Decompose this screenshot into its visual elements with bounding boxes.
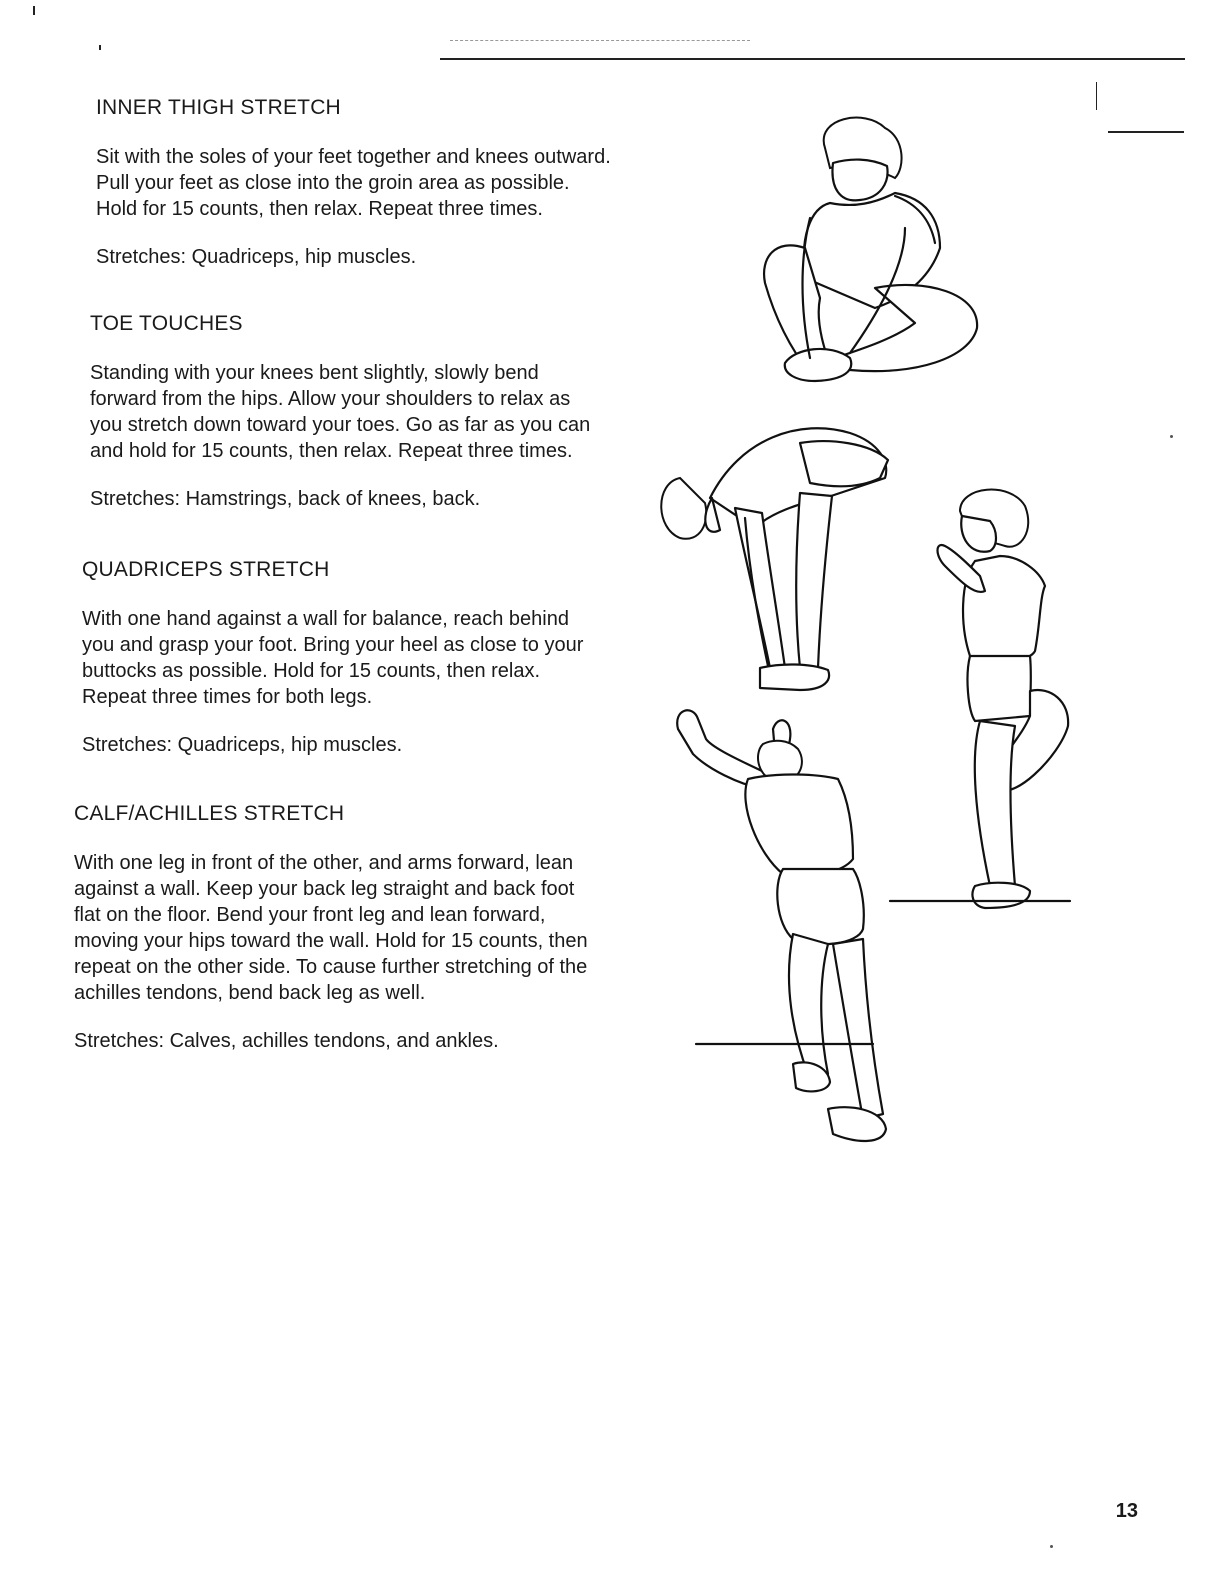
scan-speck [1170, 435, 1173, 438]
calf-achilles-section [74, 802, 674, 1053]
section-heading: QUADRICEPS STRETCH [82, 558, 330, 581]
section-body: With one leg in front of the other, and arms forward, lean against a wall. Keep your back leg straight and back foot flat on the floor. Bend your front leg and lean forward, moving your hips toward the wall. Hold for 15 counts, then repeat on the other side. To cause further stretching of the achilles tendons, bend back leg as well. [74, 852, 588, 1004]
inner-thigh-illustration [755, 108, 985, 388]
section-stretches: Stretches: Calves, achilles tendons, and ankles. [74, 1030, 499, 1052]
page-number: 13 [1115, 1500, 1138, 1522]
section-stretches: Stretches: Quadriceps, hip muscles. [82, 734, 403, 756]
scan-mark [33, 6, 35, 15]
section-heading: TOE TOUCHES [90, 312, 243, 335]
calf-achilles-illustration [668, 704, 898, 1154]
quadriceps-section [82, 558, 682, 757]
section-heading: CALF/ACHILLES STRETCH [74, 802, 345, 825]
section-stretches: Stretches: Quadriceps, hip muscles. [96, 246, 417, 268]
section-body: Standing with your knees bent slightly, slowly bend forward from the hips. Allow your shoulders to relax as you stretch down toward your toes. Go as far as you can and hold for 15 counts, then relax. Repeat three times. [90, 362, 591, 462]
scan-mark [1096, 82, 1097, 110]
section-heading: INNER THIGH STRETCH [96, 96, 341, 119]
toe-touch-illustration [650, 418, 900, 698]
scan-speck [1050, 1545, 1053, 1548]
section-stretches: Stretches: Hamstrings, back of knees, back. [90, 488, 481, 510]
quadriceps-illustration [890, 486, 1090, 926]
inner-thigh-section [96, 96, 696, 269]
scan-mark [99, 45, 101, 50]
dashed-rule [450, 40, 750, 41]
top-rule [440, 58, 1185, 60]
toe-touches-section [90, 312, 690, 511]
section-body: With one hand against a wall for balance, reach behind you and grasp your foot. Bring your heel as close to your buttocks as possible. Hold for 15 counts, then relax. Repeat three times for both legs. [82, 608, 584, 708]
section-body: Sit with the soles of your feet together and knees outward. Pull your feet as close into the groin area as possible. Hold for 15 counts, then relax. Repeat three times. [96, 146, 611, 220]
right-rule [1108, 131, 1184, 133]
